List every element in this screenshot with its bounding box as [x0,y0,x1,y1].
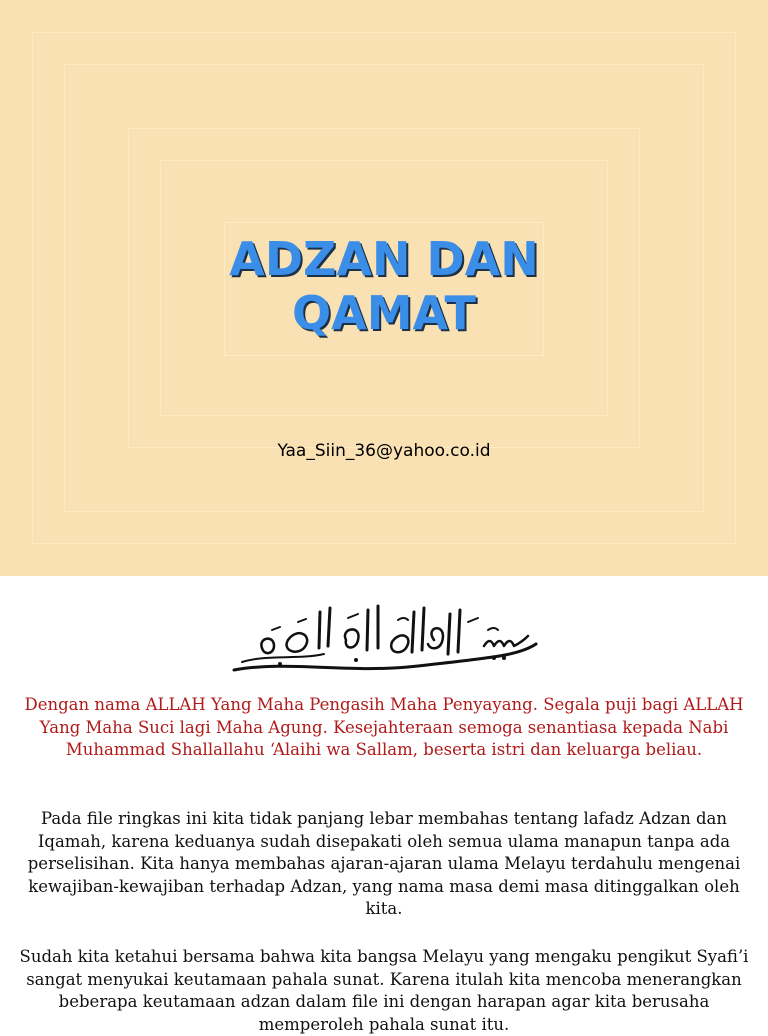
intro-paragraph: Dengan nama ALLAH Yang Maha Pengasih Maha Penyayang. Segala puji bagi ALLAH Yang Maha Suci lagi Maha Agung. Kesejahteraan semoga senantiasa kepada Nabi Muhammad Shallallahu ‘Alaihi wa Sallam, beserta istri dan keluarga beliau. [24,695,744,759]
slide-title-line-1: ADZAN DAN [229,232,539,286]
slide-title [0,232,768,340]
body-paragraph-1: Pada file ringkas ini kita tidak panjang lebar membahas tentang lafadz Adzan dan Iqamah, karena keduanya sudah disepakati oleh semua ulama manapun tanpa ada perselisihan. Kita hanya membahas ajaran-ajaran ulama Melayu terdahulu mengenai kewajiban-kewajiban terhadap Adzan, yang nama masa demi masa ditinggalkan oleh kita. [27,809,741,918]
slide-title-line-2: QAMAT [292,286,476,340]
body-paragraph-2: Sudah kita ketahui bersama bahwa kita bangsa Melayu yang mengaku pengikut Syafi’i sangat menyukai keutamaan pahala sunat. Karena itulah kita mencoba menerangkan beberapa keutamaan adzan dalam file ini dengan harapan agar kita berusaha memperoleh pahala sunat itu. [19,947,749,1034]
author-email: Yaa_Siin_36@yahoo.co.id [277,441,491,461]
basmala-calligraphy-image [228,600,540,682]
